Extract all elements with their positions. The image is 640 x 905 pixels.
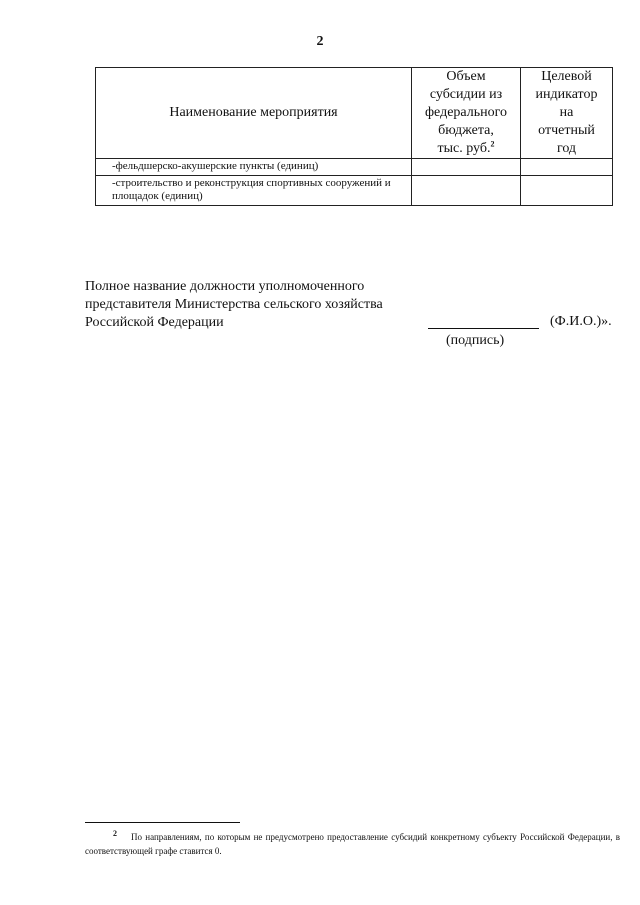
header-indicator-line: отчетный <box>538 123 595 138</box>
header-subsidy-line: федерального <box>424 105 508 120</box>
header-event-name-label: Наименование мероприятия <box>169 105 338 120</box>
header-subsidy-line: бюджета, <box>438 123 494 138</box>
header-indicator-line: Целевой <box>541 69 592 84</box>
footnote-reference-mark: 2 <box>490 139 495 149</box>
header-indicator-line: индикатор <box>535 87 598 102</box>
signatory-position-line: представителя Министерства сельского хозяйства <box>85 297 383 312</box>
header-indicator-line: на <box>559 105 574 120</box>
footnote <box>85 830 620 858</box>
page-number: 2 <box>316 34 324 49</box>
row-indicator-cell <box>521 176 613 206</box>
signature-label: (подпись) <box>446 333 505 348</box>
footnote-number: 2 <box>113 829 117 838</box>
header-subsidy-line: субсидии из <box>429 87 503 102</box>
table-row <box>96 159 613 176</box>
header-subsidy-volume <box>412 68 521 159</box>
row-subsidy-cell <box>412 176 521 206</box>
row-event-name: -фельдшерско-акушерские пункты (единиц) <box>96 159 412 176</box>
signature-line <box>428 328 539 329</box>
row-indicator-cell <box>521 159 613 176</box>
header-subsidy-line: тыс. руб. <box>437 141 491 156</box>
signatory-position-line: Российской Федерации <box>85 315 224 330</box>
header-event-name <box>96 68 412 159</box>
row-subsidy-cell <box>412 159 521 176</box>
signatory-position-line: Полное название должности уполномоченного <box>85 279 365 294</box>
table-header-row <box>96 68 613 159</box>
signatory-position <box>85 278 425 332</box>
full-name-placeholder: (Ф.И.О.)». <box>550 314 612 329</box>
header-indicator-line: год <box>556 141 577 156</box>
row-event-name: -строительство и реконструкция спортивных сооружений и площадок (единиц) <box>96 176 412 206</box>
header-subsidy-line: Объем <box>446 69 486 84</box>
header-target-indicator <box>521 68 613 159</box>
subsidy-table <box>95 67 613 206</box>
table-row <box>96 176 613 206</box>
footnote-text: По направлениям, по которым не предусмотрено предоставление субсидий конкретному субъекту Российской Федерации, в соответствующей графе ставится 0. <box>85 832 620 856</box>
footnote-divider <box>85 822 240 823</box>
